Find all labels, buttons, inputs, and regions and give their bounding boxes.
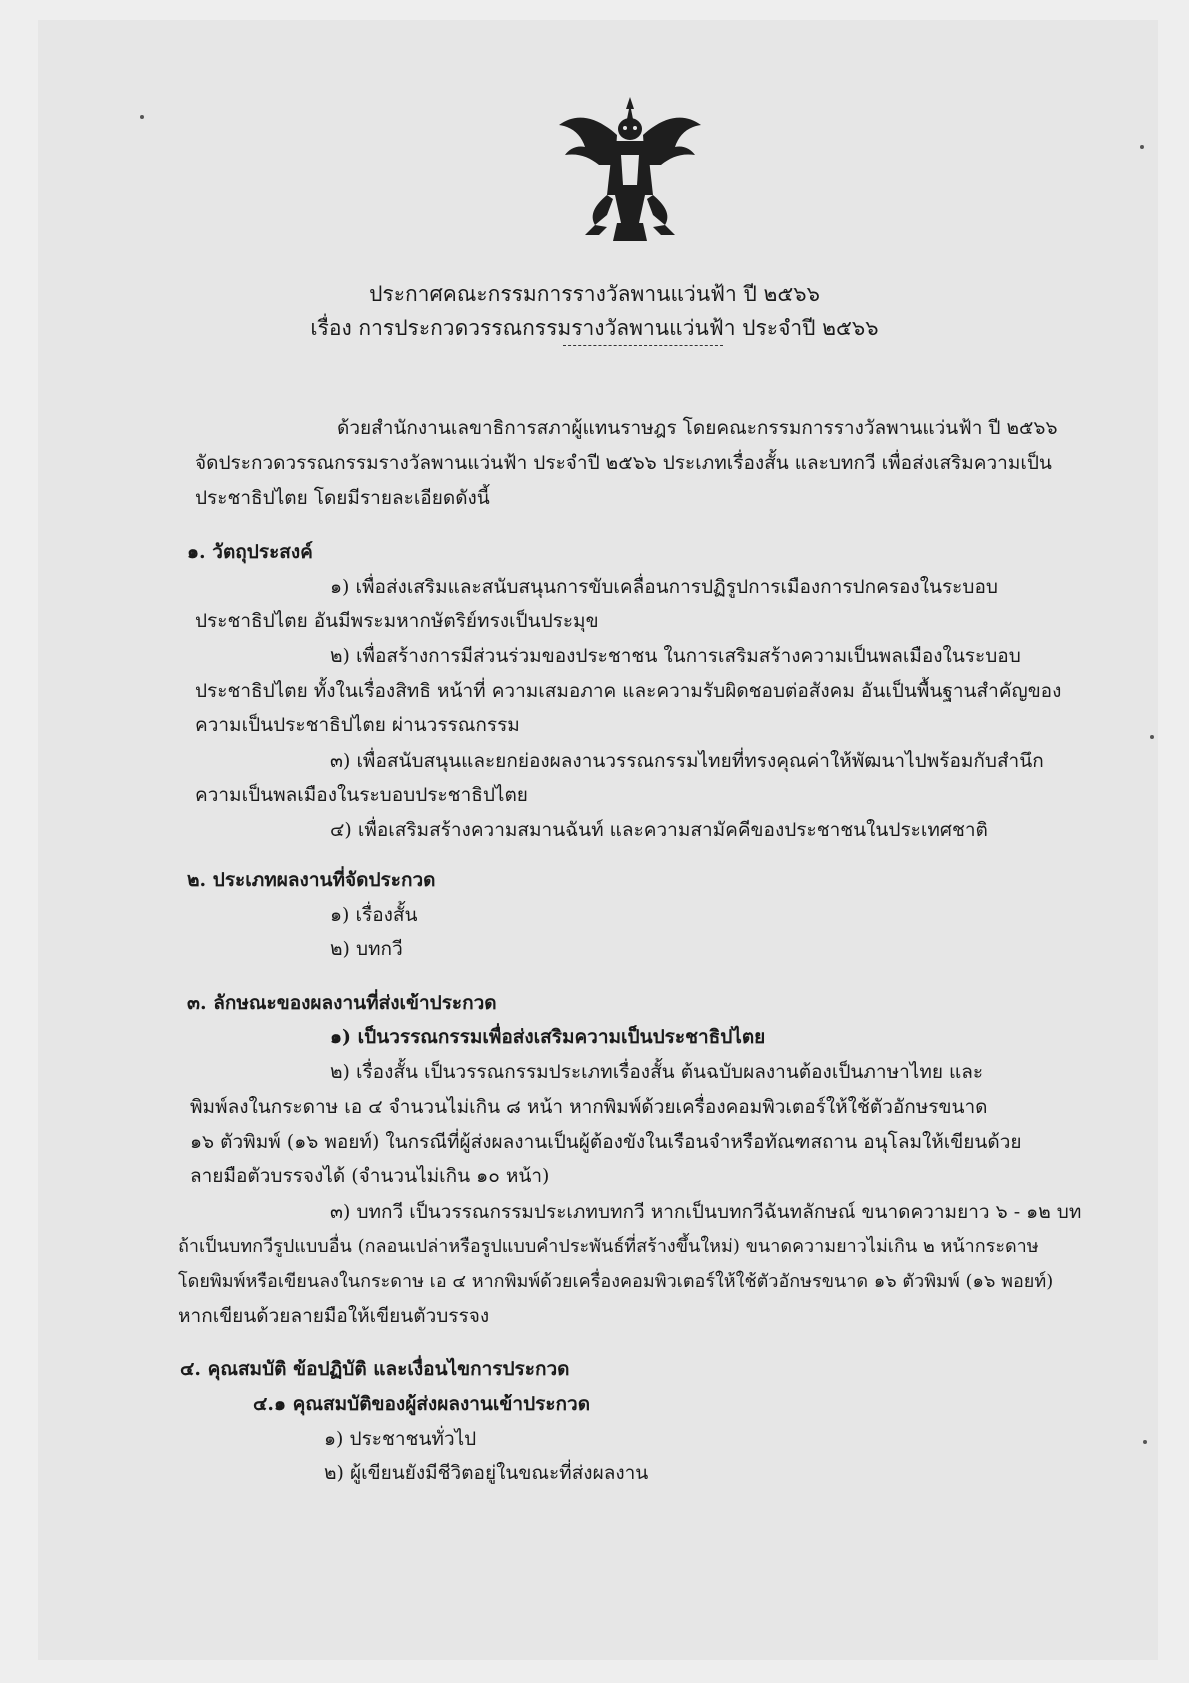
scan-speck: [1150, 735, 1154, 739]
section-heading-characteristics: ๓. ลักษณะของผลงานที่ส่งเข้าประกวด: [187, 992, 497, 1014]
announcement-subject: เรื่อง การประกวดวรรณกรรมรางวัลพานแว่นฟ้า ประจำปี ๒๕๖๖: [310, 316, 879, 340]
scan-speck: [1140, 145, 1144, 149]
announcement-title: ประกาศคณะกรรมการรางวัลพานแว่นฟ้า ปี ๒๕๖๖: [369, 282, 820, 306]
scan-speck: [1143, 1440, 1147, 1444]
objective-line: ๓) เพื่อสนับสนุนและยกย่องผลงานวรรณกรรมไทยที่ทรงคุณค่าให้พัฒนาไปพร้อมกับสำนึก: [330, 750, 1044, 772]
objective-line: ความเป็นประชาธิปไตย ผ่านวรรณกรรม: [195, 714, 520, 736]
objective-line: ประชาธิปไตย ทั้งในเรื่องสิทธิ หน้าที่ ความเสมอภาค และความรับผิดชอบต่อสังคม อันเป็นพื้นฐานสำคัญของ: [195, 680, 1062, 702]
characteristic-line: ถ้าเป็นบทกวีรูปแบบอื่น (กลอนเปล่าหรือรูปแบบคำประพันธ์ที่สร้างขึ้นใหม่) ขนาดความยาวไม่เกิน ๒ หน้ากระดาษ: [178, 1236, 1039, 1257]
qualification-item: ๑) ประชาชนทั่วไป: [324, 1428, 477, 1450]
objective-line: ๑) เพื่อส่งเสริมและสนับสนุนการขับเคลื่อนการปฏิรูปการเมืองการปกครองในระบอบ: [330, 576, 998, 598]
intro-line: ด้วยสำนักงานเลขาธิการสภาผู้แทนราษฎร โดยคณะกรรมการรางวัลพานแว่นฟ้า ปี ๒๕๖๖: [337, 417, 1058, 439]
characteristic-line: โดยพิมพ์หรือเขียนลงในกระดาษ เอ ๔ หากพิมพ์ด้วยเครื่องคอมพิวเตอร์ให้ใช้ตัวอักษรขนาด ๑๖ ตัวพิมพ์ (๑๖ พอยท์): [178, 1271, 1054, 1292]
subsection-heading: ๔.๑ คุณสมบัติของผู้ส่งผลงานเข้าประกวด: [253, 1393, 591, 1415]
intro-line: จัดประกวดวรรณกรรมรางวัลพานแว่นฟ้า ประจำปี ๒๕๖๖ ประเภทเรื่องสั้น และบทกวี เพื่อส่งเสริมความเป็น: [195, 452, 1052, 474]
objective-line: ๒) เพื่อสร้างการมีส่วนร่วมของประชาชน ในการเสริมสร้างความเป็นพลเมืองในระบอบ: [330, 645, 1021, 667]
header-separator: [563, 345, 723, 347]
characteristic-line: หากเขียนด้วยลายมือให้เขียนตัวบรรจง: [178, 1305, 490, 1327]
category-item: ๑) เรื่องสั้น: [330, 904, 418, 926]
intro-line: ประชาธิปไตย โดยมีรายละเอียดดังนี้: [195, 487, 490, 509]
objective-line: ความเป็นพลเมืองในระบอบประชาธิปไตย: [195, 784, 528, 806]
characteristic-line: ๒) เรื่องสั้น เป็นวรรณกรรมประเภทเรื่องสั้น ต้นฉบับผลงานต้องเป็นภาษาไทย และ: [330, 1061, 984, 1083]
characteristic-line: พิมพ์ลงในกระดาษ เอ ๔ จำนวนไม่เกิน ๘ หน้า หากพิมพ์ด้วยเครื่องคอมพิวเตอร์ให้ใช้ตัวอักษรขนาด: [190, 1096, 988, 1118]
characteristic-line: ลายมือตัวบรรจงได้ (จำนวนไม่เกิน ๑๐ หน้า): [190, 1165, 550, 1187]
characteristic-line: ๑๖ ตัวพิมพ์ (๑๖ พอยท์) ในกรณีที่ผู้ส่งผลงานเป็นผู้ต้องขังในเรือนจำหรือทัณฑสถาน อนุโลมให้เขียนด้วย: [190, 1131, 1022, 1153]
characteristic-line: ๑) เป็นวรรณกรรมเพื่อส่งเสริมความเป็นประชาธิปไตย: [330, 1026, 766, 1048]
garuda-emblem-icon: [555, 95, 705, 245]
scan-speck: [140, 115, 144, 119]
objective-line: ๔) เพื่อเสริมสร้างความสมานฉันท์ และความสามัคคีของประชาชนในประเทศชาติ: [330, 819, 988, 841]
characteristic-line: ๓) บทกวี เป็นวรรณกรรมประเภทบทกวี หากเป็นบทกวีฉันทลักษณ์ ขนาดความยาว ๖ - ๑๒ บท: [330, 1201, 1082, 1223]
category-item: ๒) บทกวี: [330, 938, 403, 960]
objective-line: ประชาธิปไตย อันมีพระมหากษัตริย์ทรงเป็นประมุข: [195, 610, 599, 632]
qualification-item: ๒) ผู้เขียนยังมีชีวิตอยู่ในขณะที่ส่งผลงาน: [324, 1462, 649, 1484]
section-heading-objectives: ๑. วัตถุประสงค์: [187, 541, 313, 563]
section-heading-categories: ๒. ประเภทผลงานที่จัดประกวด: [187, 869, 436, 891]
section-heading-qualifications: ๔. คุณสมบัติ ข้อปฏิบัติ และเงื่อนไขการประกวด: [180, 1358, 570, 1380]
